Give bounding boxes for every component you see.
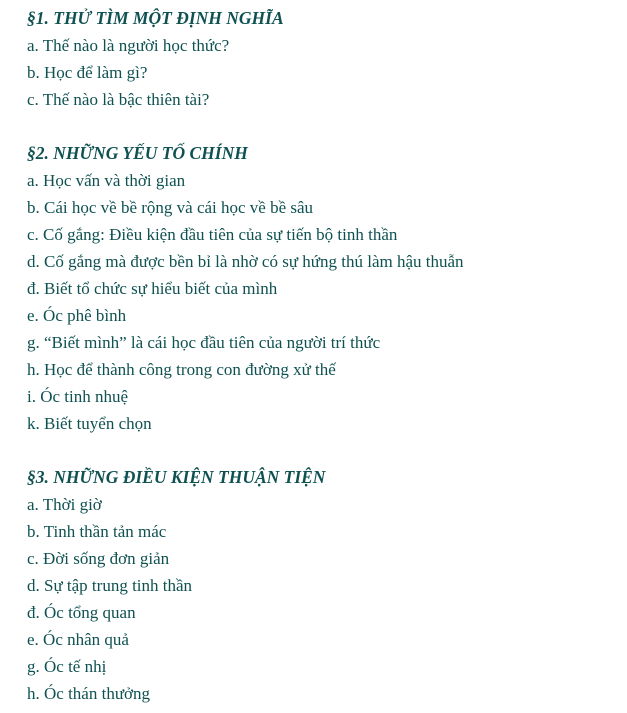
list-item: h. Óc thán thưởng — [27, 684, 151, 703]
list-item: h. Học để thành công trong con đường xử thế — [27, 360, 336, 379]
list-item: k. Biết tuyển chọn — [27, 414, 152, 433]
list-item: c. Cố gắng: Điều kiện đầu tiên của sự tiến bộ tinh thần — [27, 225, 398, 244]
list-item: a. Thế nào là người học thức? — [27, 36, 230, 55]
section-items — [27, 32, 617, 113]
section-1 — [27, 5, 617, 113]
document-page — [27, 5, 617, 707]
list-item: b. Cái học về bề rộng và cái học về bề sâu — [27, 198, 314, 217]
section-3 — [27, 464, 617, 707]
list-item: đ. Biết tổ chức sự hiểu biết của mình — [27, 279, 278, 298]
list-item: c. Thế nào là bậc thiên tài? — [27, 90, 210, 109]
list-item: g. “Biết mình” là cái học đầu tiên của người trí thức — [27, 333, 381, 352]
list-item: i. Óc tinh nhuệ — [27, 387, 129, 406]
list-item: d. Cố gắng mà được bền bỉ là nhờ có sự hứng thú làm hậu thuẫn — [27, 252, 464, 271]
list-item: e. Óc nhân quả — [27, 630, 129, 649]
list-item: đ. Óc tổng quan — [27, 603, 136, 622]
list-item: b. Tinh thần tản mác — [27, 522, 167, 541]
section-heading: §2. NHỮNG YẾU TỐ CHÍNH — [27, 143, 248, 163]
list-item: a. Thời giờ — [27, 495, 102, 514]
list-item: a. Học vấn và thời gian — [27, 171, 186, 190]
list-item: c. Đời sống đơn giản — [27, 549, 170, 568]
list-item: b. Học để làm gì? — [27, 63, 148, 82]
list-item: d. Sự tập trung tinh thần — [27, 576, 193, 595]
section-heading: §3. NHỮNG ĐIỀU KIỆN THUẬN TIỆN — [27, 467, 326, 487]
list-item: g. Óc tế nhị — [27, 657, 107, 676]
list-item: e. Óc phê bình — [27, 306, 127, 325]
section-items — [27, 167, 617, 437]
section-heading: §1. THỬ TÌM MỘT ĐỊNH NGHĨA — [27, 8, 284, 28]
section-2 — [27, 140, 617, 437]
section-items — [27, 491, 617, 707]
